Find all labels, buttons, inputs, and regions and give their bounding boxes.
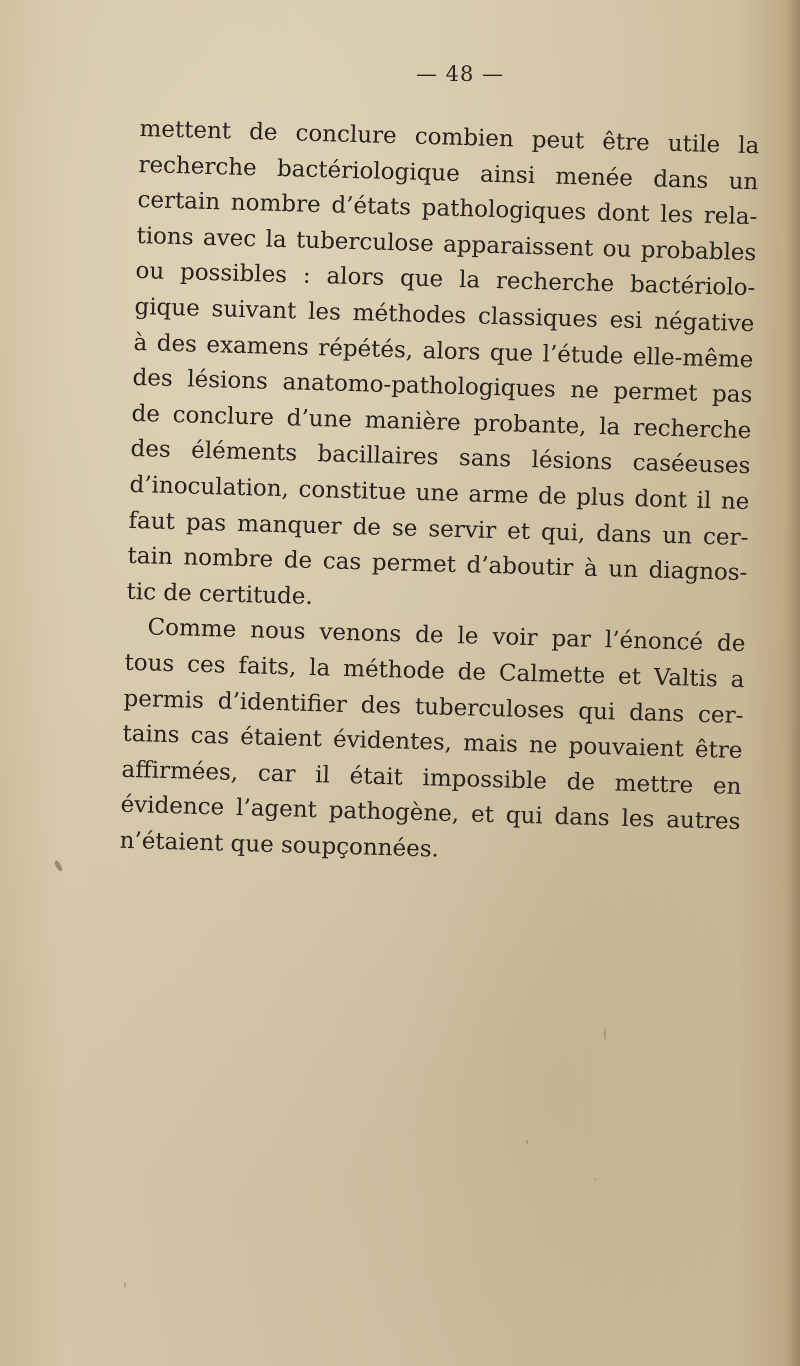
text-line: des lésions anatomo-pathologiques ne permet pas [132, 365, 753, 409]
text-line: affirmées, car il était impossible de mettre en [121, 756, 742, 800]
paragraph-2 [119, 610, 746, 876]
paper-speck [604, 1028, 606, 1040]
text-line: tous ces faits, la méthode de Calmette et Valtis a [124, 649, 745, 693]
text-line: tains cas étaient évidentes, mais ne pouvaient être [122, 720, 743, 765]
text-line: de conclure d’une manière probante, la recherche [131, 400, 752, 444]
text-line: mettent de conclure combien peut être utile la [139, 115, 760, 160]
text-line: permis d’identifier des tuberculoses qui dans cer- [123, 685, 744, 729]
page-edge-shadow [786, 0, 800, 1366]
text-line: Comme nous venons de le voir par l’énoncé de [147, 614, 746, 658]
paper-speck [526, 1140, 528, 1144]
text-line: évidence l’agent pathogène, et qui dans les autres [120, 792, 741, 836]
text-line: à des examens répétés, alors que l’étude elle-même [133, 329, 754, 373]
paper-speck [124, 1282, 126, 1288]
text-line: d’inoculation, constitue une arme de plus dont il ne [129, 471, 750, 516]
text-line: des éléments bacillaires sans lésions caséeuses [130, 436, 751, 480]
paper-speck [594, 1178, 596, 1180]
text-line: ou possibles : alors que la recherche bactériolo- [135, 258, 756, 302]
text-line: tic de certitude. [126, 578, 314, 610]
text-line: recherche bactériologique ainsi menée dans un [138, 151, 759, 195]
text-line: faut pas manquer de se servir et qui, dans un cer- [128, 507, 749, 551]
page-number: — 48 — [415, 62, 505, 86]
text-line: tain nombre de cas permet d’aboutir à un diagnos- [127, 542, 748, 587]
body-text [119, 112, 760, 876]
text-line: gique suivant les méthodes classiques esi négative [134, 293, 755, 338]
paragraph-1 [126, 112, 760, 627]
text-line: tions avec la tuberculose apparaissent ou probables [136, 222, 757, 267]
paper-speck [53, 860, 63, 873]
text-line: certain nombre d’états pathologiques dont les rela- [137, 187, 758, 231]
text-line: n’étaient que soupçonnées. [119, 827, 440, 863]
